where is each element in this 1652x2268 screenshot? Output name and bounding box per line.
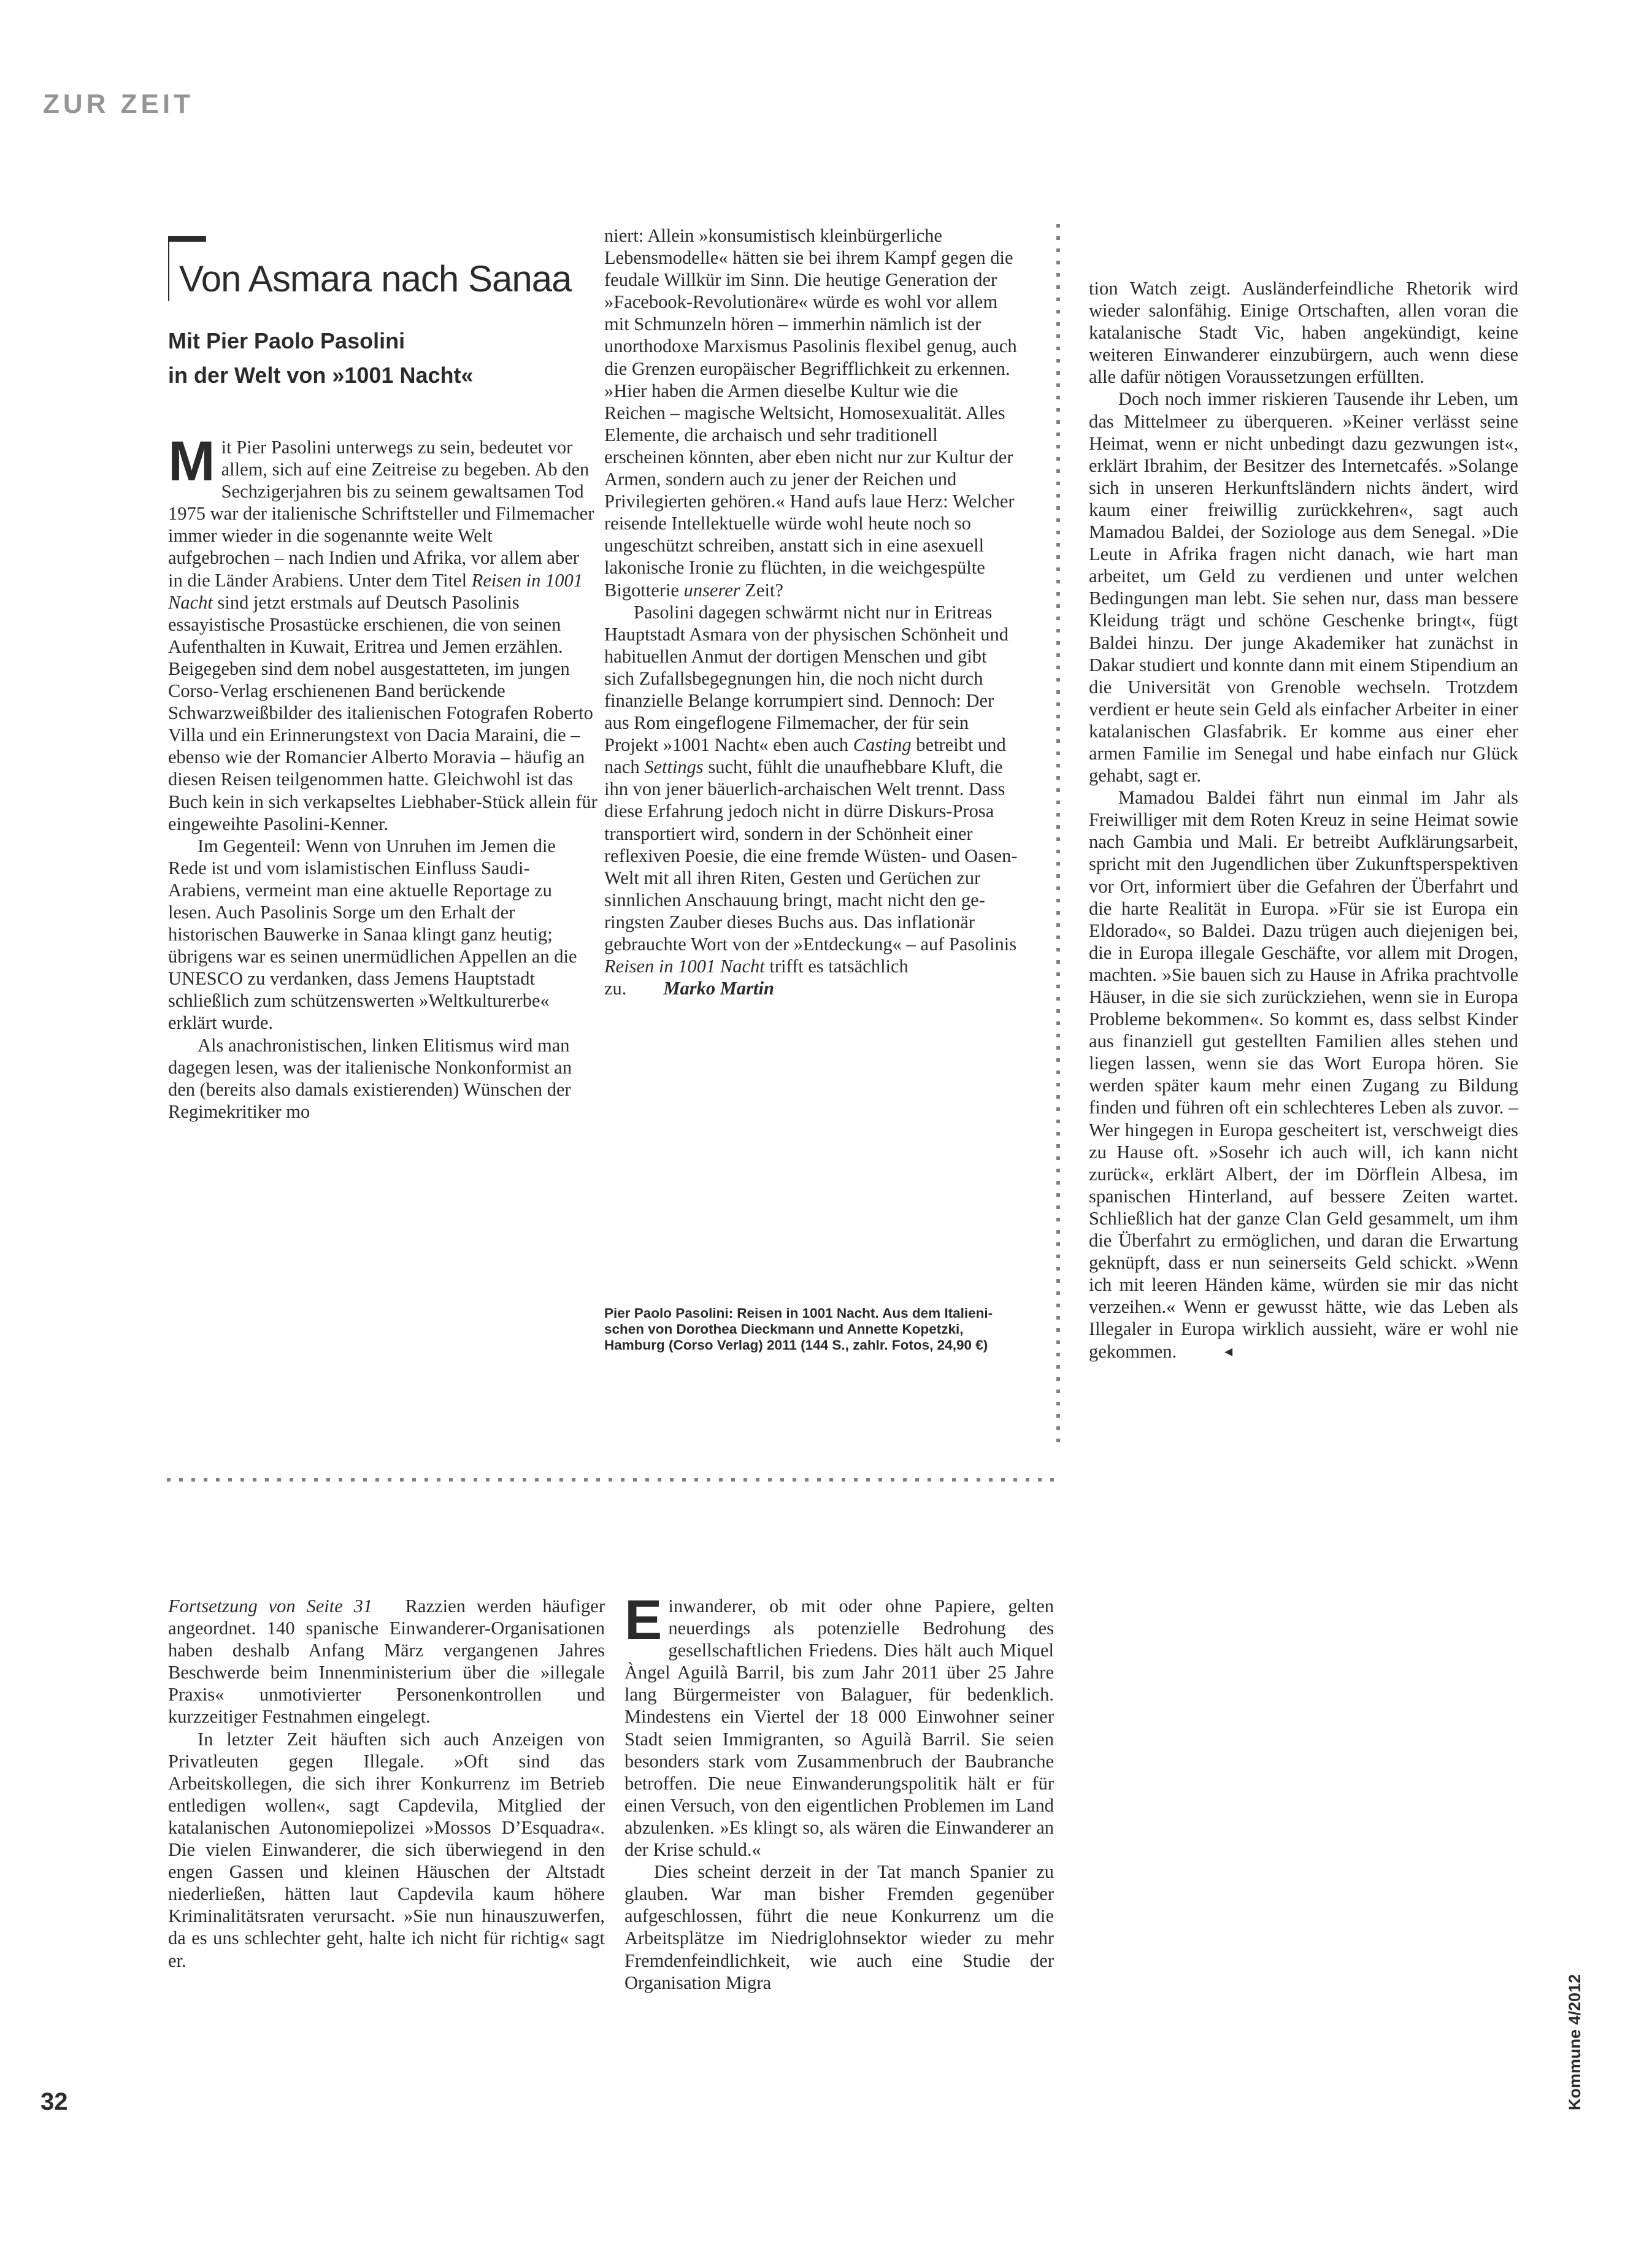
paragraph: Im Gegenteil: Wenn von Unruhen im Jemen die Rede ist und vom islamistischen Einfluss Saudi-Arabiens, vermeint man eine aktuelle Reportage zu lesen. Auch Pasolinis Sorge um den Erhalt der historischen Bauwerke in Sanaa klingt ganz heutig; übrigens war es seinen unermüdlichen Appellen an die UNESCO zu verdanken, dass Jemens Hauptstadt schließlich zum schützenswerten »Weltkulturerbe« erklärt wurde. bbox=[168, 835, 577, 1034]
paragraph: niert: Allein »konsumistisch kleinbürgerliche Lebensmodelle« hätten sie bei ihrem Kampf gegen die feudale Willkür im Sinn. Die heutige Generation der »Facebook-Revolutionäre« würde es wohl vor allem mit Schmunzeln hören – immerhin nämlich ist der unorthodoxe Marxismus Pasolinis flexibel genug, auch die Grenzen europäischer Begrifflichkeit zu erkennen. »Hier haben die Armen dieselbe Kultur wie die Reichen – magische Weltsicht, Homosexualität. Alles Elemente, die archaisch und sehr traditionell erscheinen könnten, aber eben nicht nur zur Kultur der Armen, sondern auch zu jener der Reichen und Privilegierten gehören.« Hand aufs laue Herz: Welcher reisende Intellektuelle würde wohl heute noch so ungeschützt schreiben, anstatt sich in eine asexuell lakonische Ironie zu flüchten, in die weichgespülte Bigotterie unserer Zeit? bbox=[604, 225, 1017, 601]
journal-issue: Kommune 4/2012 bbox=[1566, 1974, 1584, 2110]
paragraph: Als anachronistischen, linken Elitismus wird man dagegen lesen, was der italienische Nonkonformist an den (bereits also damals existierenden) Wünschen der Regimekritiker mo bbox=[168, 1034, 572, 1122]
byline: Marko Martin bbox=[663, 978, 774, 999]
end-of-article-icon: ◂ bbox=[1224, 1342, 1233, 1360]
continuation-lead-in: Fortsetzung von Seite 31 bbox=[168, 1596, 373, 1616]
paragraph: Einwanderer, ob mit oder ohne Papiere, gelten neuerdings als potenzielle Bedrohung des gesellschaftlichen Friedens. Dies hält auch Miquel Àngel Aguilà Barril, bis zum Jahr 2011 über 25 Jahre lang Bürgermeister von Balaguer, für bedenklich. Mindestens ein Viertel der 18 000 Einwohner seiner Stadt seien Immigranten, so Aguilà Barril. Sie seien besonders stark vom Zusammenbruch der Baubranche betroffen. Die neue Einwanderungspolitik hält er für einen Versuch, von den eigentlichen Problemen im Land abzulenken. »Es klingt so, als wären die Einwanderer an der Krise schuld.« bbox=[624, 1589, 1054, 1861]
dotted-divider-horizontal bbox=[167, 1478, 1059, 1482]
continued-column-2 bbox=[624, 1589, 1054, 1994]
book-title: Reisen in 1001 Nacht bbox=[604, 956, 765, 977]
paragraph: Doch noch immer riskieren Tausende ihr Leben, um das Mittelmeer zu überqueren. »Keiner verlässt seine Heimat, wenn er nicht unbedingt dazu gezwungen ist«, erklärt Ibrahim, der Besitzer des Internetcafés. »Solange sich in unseren Herkunftsländern nichts ändert, wird kaum einer freiwillig zurückkehren«, sagt auch Mamadou Baldei, der Soziologe aus dem Senegal. »Die Leute in Afrika fragen nicht danach, wie hart man arbeitet, um Geld zu verdienen und unter welchen Bedingungen man lebt. Sie sehen nur, dass man bessere Kleidung trägt und schöne Geschenke bringt«, fügt Baldei hinzu. Der junge Akademiker hat zunächst in Dakar studiert und konnte dann mit einem Stipendium an die Universität von Grenoble wechseln. Trotzdem verdient er heute sein Geld als einfacher Arbeiter in einer katalanischen Glasfabrik. Er komme aus einer eher armen Familie im Senegal und habe einfach nur Glück gehabt, sagt er. bbox=[1089, 388, 1518, 786]
headline-rule-vertical bbox=[168, 236, 169, 301]
section-label: ZUR ZEIT bbox=[43, 89, 194, 119]
paragraph: tion Watch zeigt. Ausländerfeindliche Rhetorik wird wieder salonfähig. Einige Ortschaften, allen voran die katalanische Stadt Vic, haben angekündigt, keine weiteren Einwanderer einzubürgern, auch wenn diese alle dafür nötigen Voraussetzungen erfüllten. bbox=[1089, 278, 1518, 388]
subhead-line: Mit Pier Paolo Pasolini bbox=[168, 328, 405, 353]
paragraph: Mit Pier Pasolini unterwegs zu sein, bedeutet vor allem, sich auf eine Zeitreise zu begeben. Ab den Sechzigerjahren bis zu seinem gewaltsamen Tod 1975 war der italienische Schriftsteller und Filmemacher immer wieder in die sogenannte weite Welt aufgebrochen – nach Indien und Afrika, vor allem aber in die Länder Arabiens. Unter dem Titel Reisen in 1001 Nacht sind jetzt erstmals auf Deutsch Pasolinis essayistische Prosastücke erschienen, die von seinen Aufenthalten in Kuwait, Eritrea und Jemen erzählen. Beigegeben sind dem nobel ausgestatteten, im jungen Corso-Verlag erschienenen Band berückende Schwarzweißbilder des italienischen Fotografen Roberto Villa und ein Erinnerungstext von Dacia Maraini, die – ebenso wie der Romancier Alberto Moravia – häufig an diesen Reisen teilgenommen hatte. Gleichwohl ist das Buch kein in sich verkapseltes Liebhaber-Stück allein für eingeweihte Pasolini-Kenner. bbox=[168, 430, 597, 834]
subhead-line: in der Welt von »1001 Nacht« bbox=[168, 363, 474, 388]
paragraph: Dies scheint derzeit in der Tat manch Spanier zu glauben. War man bisher Fremden gegenüber aufgeschlossen, führt die neue Konkurrenz um die Arbeitsplätze im Niedriglohnsektor wieder zu mehr Fremdenfeindlichkeit, wie auch eine Studie der Organisation Migra bbox=[624, 1861, 1054, 1993]
book-title: Reisen in 1001 Nacht bbox=[168, 569, 583, 613]
paragraph: Pasolini dagegen schwärmt nicht nur in Eritreas Hauptstadt Asmara von der physischen Schönheit und habituellen Anmut der dortigen Menschen und gibt sich Zufallsbegegnungen hin, die noch nicht durch finanzielle Belange korrumpiert sind. Dennoch: Der aus Rom eingeflogene Filmemacher, der für sein Projekt »1001 Nacht« eben auch Casting betreibt und nach Settings sucht, fühlt die unaufhebbare Kluft, die ihn von jener bäuerlich-archaischen Welt trennt. Dass diese Erfahrung jedoch nicht in dürre Diskurs-Prosa transportiert wird, sondern in der Schönheit einer reflexiven Poesie, die eine fremde Wüsten- und Oasen-Welt mit all ihren Riten, Gesten und Gerüchen zur sinnlichen Anschauung bringt, macht nicht den geringsten Zauber dieses Buchs aus. Das inflationär gebrauchte Wort von der »Entdeckung« – auf Pasolinis Reisen in 1001 Nacht trifft es tatsächlich zu. Marko Martin bbox=[604, 601, 1018, 999]
review-column-2 bbox=[604, 225, 1021, 999]
page-number: 32 bbox=[40, 2088, 68, 2115]
book-info: Pier Paolo Pasolini: Reisen in 1001 Nacht. Aus dem Italienischen von Dorothea Dieckmann und Annette Kopetzki, Hamburg (Corso Verlag) 2011 (144 S., zahlr. Fotos, 24,90 €) bbox=[604, 1305, 993, 1353]
review-column-1 bbox=[168, 430, 597, 1123]
article-headline: Von Asmara nach Sanaa bbox=[179, 258, 572, 299]
continued-column-1 bbox=[168, 1595, 605, 1972]
drop-cap: E bbox=[624, 1589, 663, 1651]
paragraph: In letzter Zeit häuften sich auch Anzeigen von Privatleuten gegen Illegale. »Oft sind das Arbeitskollegen, die sich ihrer Konkurrenz im Betrieb entledigen wollen«, sagt Capdevila, Mitglied der katalanischen Autonomiepolizei »Mossos D’Esquadra«. Die vielen Einwanderer, die sich überwiegend in den engen Gassen und kleinen Häuschen der Altstadt niederließen, hätten laut Capdevila kaum höhere Kriminalitätsraten verursacht. »Sie nun hinauszuwerfen, da es uns schlechter geht, halte ich nicht für richtig« sagt er. bbox=[168, 1728, 605, 1971]
headline-rule bbox=[168, 236, 206, 242]
paragraph: Fortsetzung von Seite 31 Razzien werden häufiger angeordnet. 140 spanische Einwanderer-Organisationen haben deshalb Anfang März vergangenen Jahres Beschwerde beim Innenministerium über die »illegale Praxis« unmotivierter Personenkontrollen und kurzzeitiger Festnahmen eingelegt. bbox=[168, 1596, 605, 1728]
article-subhead bbox=[168, 324, 474, 393]
paragraph: Mamadou Baldei fährt nun einmal im Jahr als Freiwilliger mit dem Roten Kreuz in seine Heimat sowie nach Gambia und Mali. Er betreibt Aufklärungsarbeit, spricht mit den Jugendlichen über Zukunftsperspektiven vor Ort, informiert über die Gefahren der Überfahrt und die harte Realität in Europa. »Für sie ist Europa ein Eldorado«, so Baldei. Dazu trügen auch diejenigen bei, die in Europa illegale Geschäfte, vor allem mit Drogen, machten. »Sie bauen sich zu Hause in Afrika prachtvolle Häuser, in die sie sich zurückziehen, wenn sie in Europa Probleme bekommen«. So kommt es, dass selbst Kinder aus finanziell gut gestellten Familien alles stehen und liegen lassen, wenn sie das Wort Europa hören. Sie werden später kaum mehr einen Zugang zu Bildung finden und führen oft ein schlechteres Leben als zuvor. – Wer hingegen in Europa gescheitert ist, verschweigt dies zu Hause oft. »Sosehr ich auch will, ich kann nicht zurück«, erklärt Albert, der im Dörflein Albesa, im spanischen Hinterland, auf bessere Zeiten wartet. Schließlich hat der ganze Clan Geld gesammelt, um ihm die Überfahrt zu ermöglichen, und daran die Erwartung geknüpft, dass er nun seinerseits Geld schickt. »Wenn ich mit leeren Händen käme, würden sie mir das nicht verzeihen.« Wenn er gewusst hätte, wie das Leben als Illegaler in Europa wirklich aussieht, wäre er wohl nie gekommen. ◂ bbox=[1089, 787, 1518, 1362]
continued-column-3 bbox=[1089, 277, 1518, 1363]
drop-cap: M bbox=[168, 430, 215, 493]
dotted-divider-vertical bbox=[1056, 224, 1060, 1448]
